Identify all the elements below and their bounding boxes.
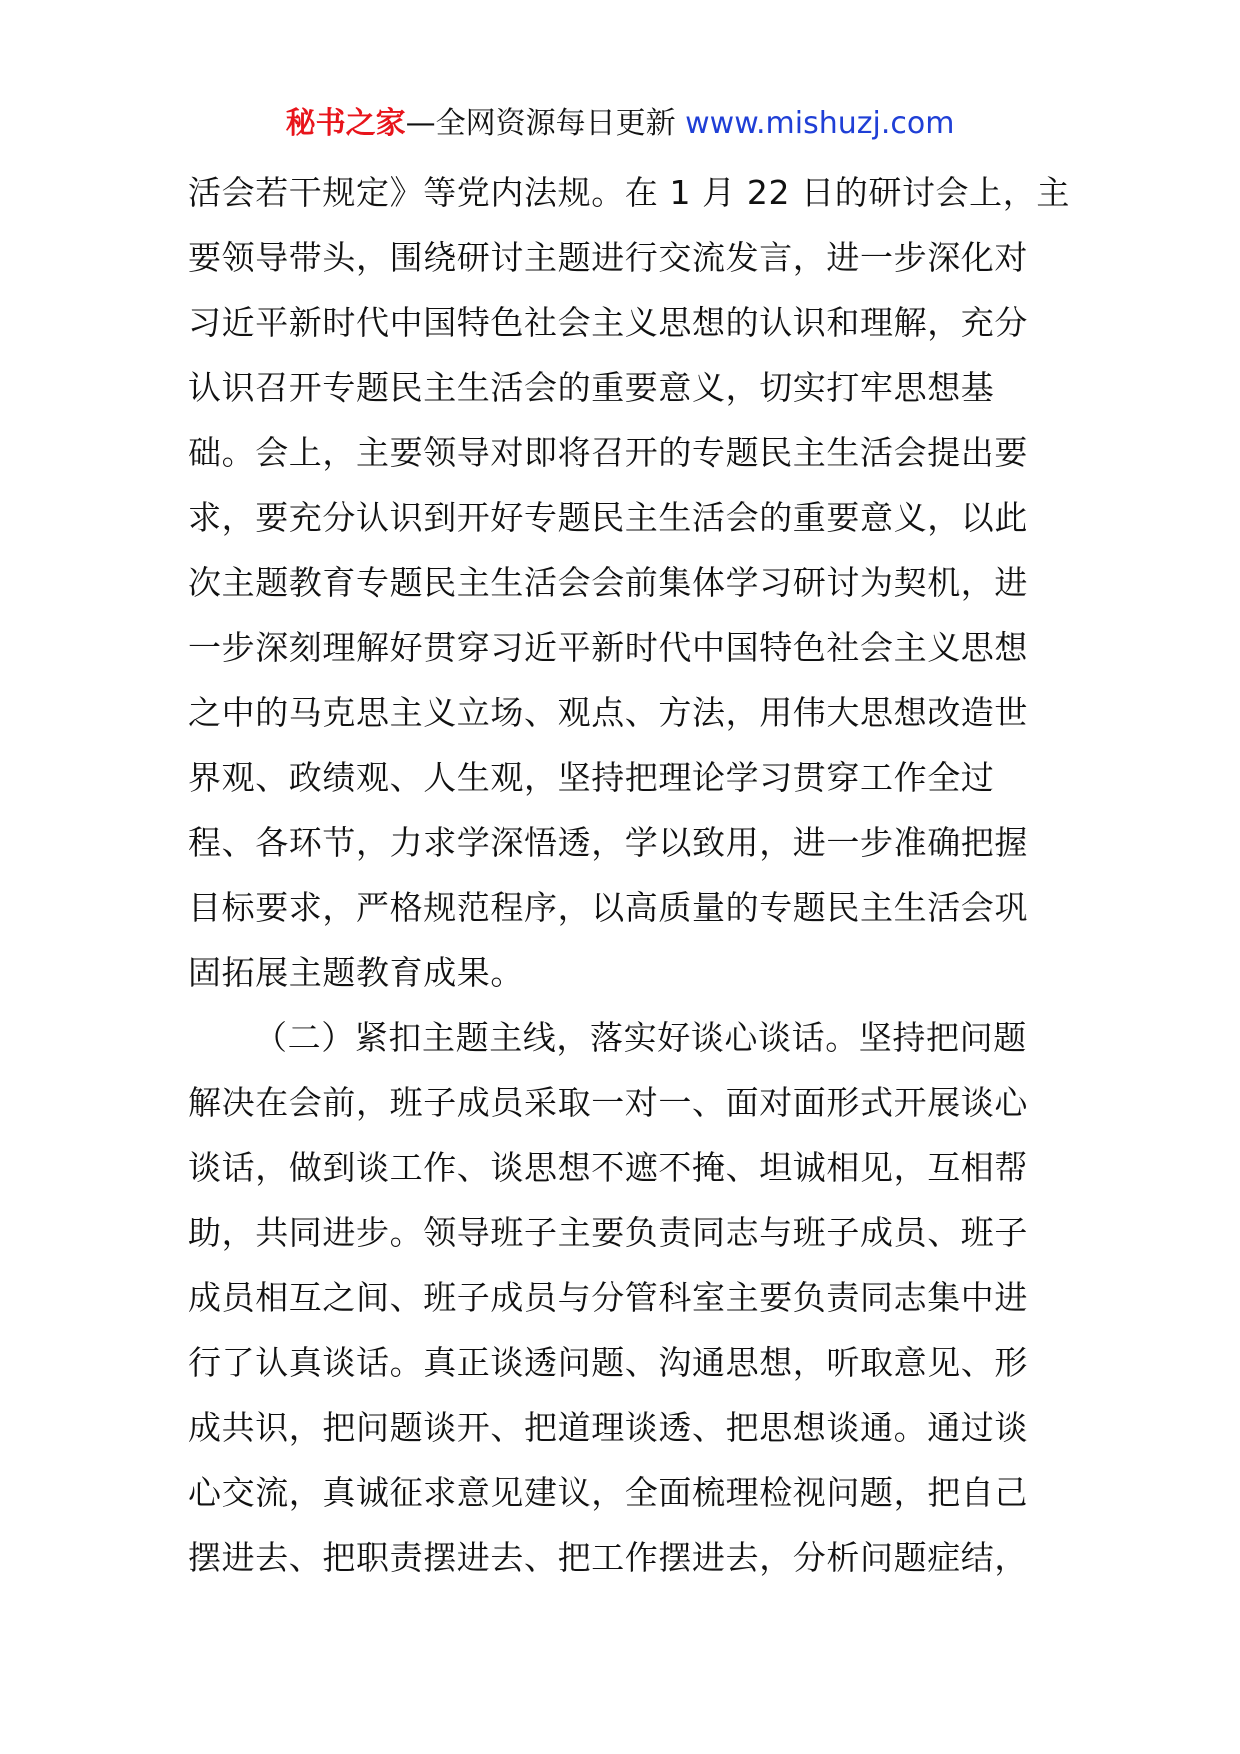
text-line: 成共识，把问题谈开、把道理谈透、把思想谈通。通过谈	[188, 1408, 1028, 1447]
text-line: 界观、政绩观、人生观，坚持把理论学习贯穿工作全过	[188, 758, 995, 797]
text-line: 解决在会前，班子成员采取一对一、面对面形式开展谈心	[188, 1083, 1028, 1122]
header-url: www.mishuzj.com	[685, 106, 955, 141]
text-line: 一步深刻理解好贯穿习近平新时代中国特色社会主义思想	[188, 628, 1028, 667]
text-line: 认识召开专题民主生活会的重要意义，切实打牢思想基	[188, 368, 995, 407]
text-line: 活会若干规定》等党内法规。在 1 月 22 日的研讨会上，主	[188, 173, 1070, 212]
section-heading-line: （二）紧扣主题主线，落实好谈心谈话。坚持把问题	[254, 1018, 1027, 1057]
body-text	[188, 160, 1070, 1590]
text-line: 程、各环节，力求学深悟透，学以致用，进一步准确把握	[188, 823, 1028, 862]
text-line: 心交流，真诚征求意见建议，全面梳理检视问题，把自己	[188, 1473, 1028, 1512]
text-line: 成员相互之间、班子成员与分管科室主要负责同志集中进	[188, 1278, 1028, 1317]
text-line: 次主题教育专题民主生活会会前集体学习研讨为契机，进	[188, 563, 1028, 602]
page-header	[0, 100, 1240, 148]
text-line: 固拓展主题教育成果。	[188, 953, 524, 992]
header-tagline: —全网资源每日更新	[405, 106, 686, 141]
text-line: 要领导带头，围绕研讨主题进行交流发言，进一步深化对	[188, 238, 1028, 277]
header-brand: 秘书之家	[285, 106, 406, 141]
text-line: 习近平新时代中国特色社会主义思想的认识和理解，充分	[188, 303, 1028, 342]
text-line: 之中的马克思主义立场、观点、方法，用伟大思想改造世	[188, 693, 1028, 732]
text-line: 谈话，做到谈工作、谈思想不遮不掩、坦诚相见，互相帮	[188, 1148, 1028, 1187]
text-line: 摆进去、把职责摆进去、把工作摆进去，分析问题症结，	[188, 1538, 1028, 1577]
text-line: 目标要求，严格规范程序，以高质量的专题民主生活会巩	[188, 888, 1028, 927]
text-line: 行了认真谈话。真正谈透问题、沟通思想，听取意见、形	[188, 1343, 1028, 1382]
text-line: 助，共同进步。领导班子主要负责同志与班子成员、班子	[188, 1213, 1028, 1252]
text-line: 础。会上，主要领导对即将召开的专题民主生活会提出要	[188, 433, 1028, 472]
text-line: 求，要充分认识到开好专题民主生活会的重要意义，以此	[188, 498, 1028, 537]
